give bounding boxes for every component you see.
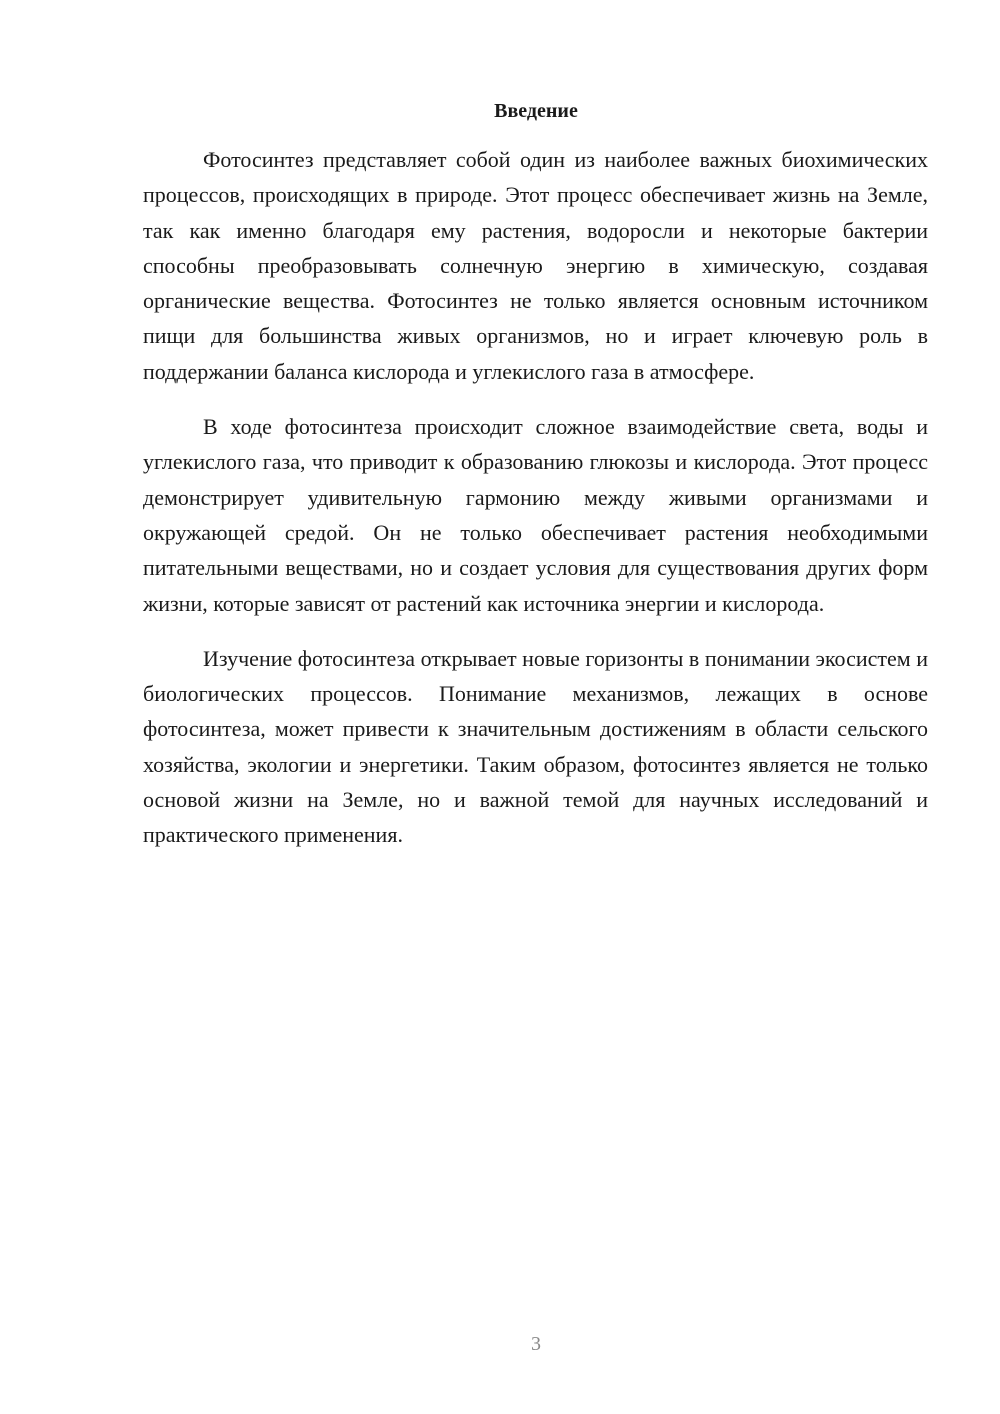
body-text <box>143 142 928 873</box>
page-number: 3 <box>531 1333 541 1355</box>
paragraph-3: Изучение фотосинтеза открывает новые горизонты в понимании экосистем и биологических процессов. Понимание механизмов, лежащих в основе фотосинтеза, может привести к значительным достижениям в области сельского хозяйства, экологии и энергетики. Таким образом, фотосинтез является не только основой жизни на Земле, но и важной темой для научных исследований и практического применения. <box>143 645 928 848</box>
section-heading: Введение <box>494 100 578 122</box>
paragraph-1: Фотосинтез представляет собой один из наиболее важных биохимических процессов, происходящих в природе. Этот процесс обеспечивает жизнь на Земле, так как именно благодаря ему растения, водоросли и некоторые бактерии способны преобразовывать солнечную энергию в химическую, создавая органические вещества. Фотосинтез не только является основным источником пищи для большинства живых организмов, но и играет ключевую роль в поддержании баланса кислорода и углекислого газа в атмосфере. <box>143 147 928 384</box>
paragraph-2: В ходе фотосинтеза происходит сложное взаимодействие света, воды и углекислого газа, что приводит к образованию глюкозы и кислорода. Этот процесс демонстрирует удивительную гармонию между живыми организмами и окружающей средой. Он не только обеспечивает растения необходимыми питательными веществами, но и создает условия для существования других форм жизни, которые зависят от растений как источника энергии и кислорода. <box>143 414 928 616</box>
